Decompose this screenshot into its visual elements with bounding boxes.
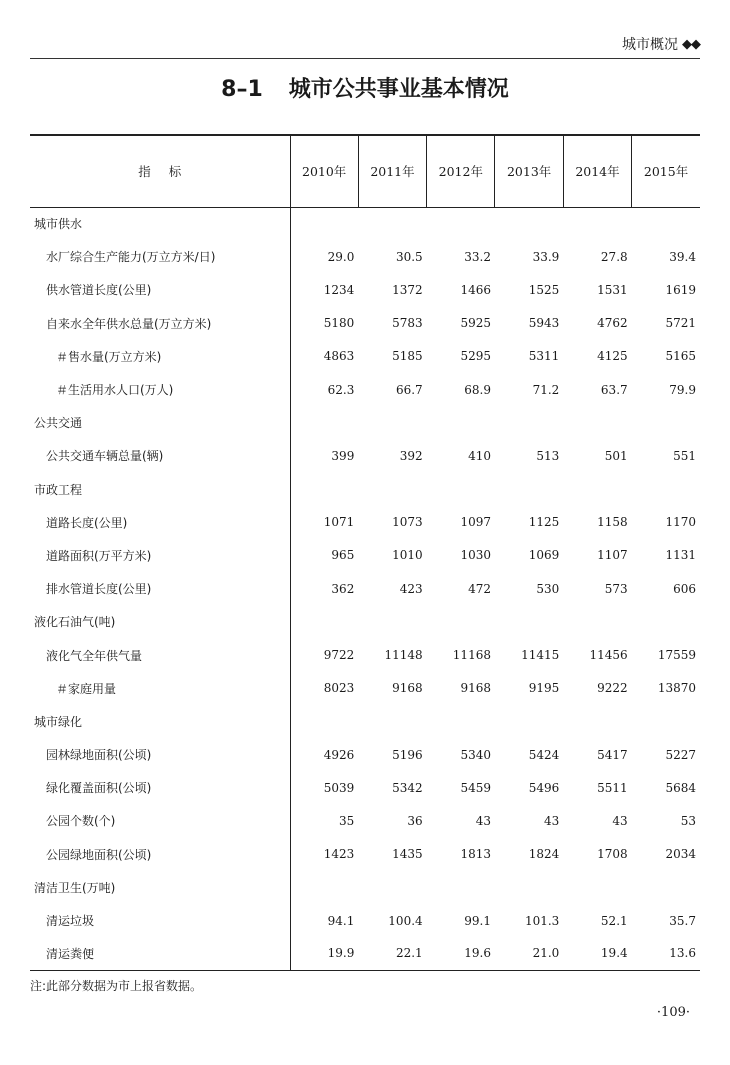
cell-value: 423 (399, 581, 423, 596)
cell-value: 63.7 (600, 382, 628, 397)
table-row (30, 771, 700, 804)
row-label: 自来水全年供水总量(万立方米) (46, 316, 212, 331)
cell-value: 1071 (290, 506, 358, 539)
table-title: 城市公共事业基本情况 (288, 77, 509, 102)
cell-value: 35.7 (669, 913, 696, 928)
cell-value: 33.9 (532, 249, 560, 264)
cell-value: 5311 (528, 349, 560, 364)
cell-value: 573 (604, 581, 628, 596)
cell-value: 1107 (597, 548, 628, 563)
cell-value: 30.5 (395, 249, 423, 264)
table-row (30, 273, 700, 306)
cell-value (358, 605, 426, 638)
table-row (30, 340, 700, 373)
cell-value: 5459 (460, 780, 491, 795)
table-row (30, 307, 700, 340)
row-label: ＃生活用水人口(万人) (56, 383, 174, 398)
cell-value: 62.3 (290, 373, 358, 406)
cell-value (563, 406, 631, 439)
table-header-row (30, 135, 700, 207)
cell-value: 1125 (528, 515, 560, 530)
cell-value (495, 705, 563, 738)
cell-value: 36 (407, 813, 423, 828)
cell-value (358, 473, 426, 506)
cell-value (358, 406, 426, 439)
year-column-header: 2013年 (495, 135, 563, 207)
cell-value (290, 605, 358, 638)
row-label: 水厂综合生产能力(万立方米/日) (46, 250, 216, 265)
cell-value (632, 473, 700, 506)
row-label: 排水管道长度(公里) (46, 582, 152, 597)
cell-value: 5180 (290, 307, 358, 340)
page-number: ·109· (656, 1005, 690, 1020)
cell-value: 11148 (384, 648, 423, 663)
cell-value: 1131 (665, 548, 696, 563)
cell-value (632, 406, 700, 439)
year-column-header: 2014年 (563, 135, 631, 207)
section-row (30, 605, 700, 638)
table-row (30, 373, 700, 406)
cell-value: 472 (468, 581, 491, 596)
row-label: 城市绿化 (34, 714, 83, 729)
cell-value: 43 (475, 813, 491, 828)
cell-value: 410 (468, 448, 491, 463)
row-label: 公共交通 (34, 416, 83, 431)
cell-value (563, 705, 631, 738)
cell-value: 5496 (528, 780, 560, 795)
cell-value: 1708 (597, 847, 628, 862)
cell-value: 501 (604, 448, 628, 463)
row-label: 道路面积(万平方米) (46, 548, 152, 563)
cell-value (290, 207, 358, 240)
year-column-header: 2012年 (427, 135, 495, 207)
cell-value: 1531 (597, 282, 628, 297)
cell-value: 71.2 (532, 382, 560, 397)
year-column-header: 2010年 (290, 135, 358, 207)
cell-value (358, 207, 426, 240)
indicator-column-header: 指标 (30, 135, 290, 207)
cell-value: 94.1 (290, 904, 358, 937)
cell-value: 5185 (392, 349, 423, 364)
row-label: ＃家庭用量 (56, 681, 117, 696)
cell-value (427, 207, 495, 240)
table-row (30, 439, 700, 472)
cell-value: 5511 (597, 780, 628, 795)
cell-value: 19.9 (290, 937, 358, 970)
row-label: 绿化覆盖面积(公顷) (46, 781, 152, 796)
cell-value: 11168 (452, 648, 491, 663)
cell-value: 1423 (290, 838, 358, 871)
table-row (30, 838, 700, 871)
cell-value (632, 605, 700, 638)
cell-value: 5165 (665, 349, 696, 364)
cell-value: 4863 (290, 340, 358, 373)
cell-value: 43 (612, 813, 628, 828)
cell-value (563, 473, 631, 506)
cell-value (290, 406, 358, 439)
cell-value: 551 (673, 448, 696, 463)
row-label: 公园个数(个) (46, 814, 116, 829)
cell-value: 19.4 (563, 937, 631, 970)
section-row (30, 207, 700, 240)
cell-value: 530 (536, 581, 560, 596)
year-column-header: 2011年 (358, 135, 426, 207)
section-row (30, 871, 700, 904)
row-label: 清洁卫生(万吨) (34, 880, 116, 895)
cell-value: 21.0 (495, 937, 563, 970)
cell-value: 5039 (290, 771, 358, 804)
cell-value: 5340 (460, 747, 491, 762)
cell-value: 43 (544, 813, 560, 828)
year-column-header: 2015年 (632, 135, 700, 207)
table-row (30, 904, 700, 937)
row-label: ＃售水量(万立方米) (56, 349, 162, 364)
row-label: 清运垃圾 (46, 914, 95, 929)
section-row (30, 705, 700, 738)
cell-value: 4125 (597, 349, 628, 364)
table-row (30, 506, 700, 539)
cell-value (495, 871, 563, 904)
cell-value (358, 871, 426, 904)
cell-value: 52.1 (600, 913, 628, 928)
cell-value: 5684 (665, 780, 696, 795)
cell-value: 99.1 (464, 913, 491, 928)
cell-value: 1030 (460, 548, 491, 563)
cell-value: 79.9 (669, 382, 696, 397)
page-title (0, 72, 730, 103)
table-row (30, 240, 700, 273)
cell-value: 9722 (290, 638, 358, 671)
cell-value: 13.6 (632, 937, 700, 970)
cell-value: 5783 (392, 316, 423, 331)
table-row (30, 638, 700, 671)
cell-value: 39.4 (669, 249, 696, 264)
cell-value (495, 605, 563, 638)
cell-value: 27.8 (600, 249, 628, 264)
cell-value: 100.4 (388, 913, 423, 928)
cell-value (358, 705, 426, 738)
cell-value: 392 (399, 448, 423, 463)
cell-value: 362 (290, 572, 358, 605)
cell-value (427, 406, 495, 439)
cell-value: 5295 (460, 349, 491, 364)
cell-value (290, 473, 358, 506)
row-label: 液化气全年供气量 (46, 648, 143, 663)
table-row (30, 539, 700, 572)
cell-value: 1824 (528, 847, 560, 862)
row-label: 清运粪便 (30, 937, 290, 970)
cell-value (495, 473, 563, 506)
running-header (622, 34, 700, 54)
table-row (30, 738, 700, 771)
section-row (30, 473, 700, 506)
cell-value: 9168 (392, 681, 423, 696)
row-label: 供水管道长度(公里) (46, 283, 152, 298)
table-row (30, 937, 700, 970)
cell-value: 11415 (521, 648, 560, 663)
cell-value: 53 (680, 813, 696, 828)
cell-value: 9195 (528, 681, 560, 696)
cell-value: 35 (290, 804, 358, 837)
row-label: 液化石油气(吨) (34, 615, 116, 630)
cell-value: 1010 (392, 548, 423, 563)
cell-value: 1813 (460, 847, 491, 862)
cell-value (427, 705, 495, 738)
section-row (30, 406, 700, 439)
cell-value (563, 871, 631, 904)
cell-value: 66.7 (395, 382, 423, 397)
cell-value (632, 705, 700, 738)
cell-value (427, 871, 495, 904)
cell-value: 5943 (528, 316, 560, 331)
cell-value (427, 605, 495, 638)
cell-value: 68.9 (464, 382, 491, 397)
cell-value: 513 (536, 448, 560, 463)
row-label: 市政工程 (34, 482, 83, 497)
cell-value: 5196 (392, 747, 423, 762)
cell-value: 22.1 (358, 937, 426, 970)
cell-value: 5342 (392, 780, 423, 795)
cell-value (563, 207, 631, 240)
table-row (30, 672, 700, 705)
cell-value: 5721 (665, 316, 696, 331)
cell-value: 1466 (460, 282, 491, 297)
cell-value: 965 (290, 539, 358, 572)
row-label: 园林绿地面积(公顷) (46, 748, 152, 763)
cell-value (290, 871, 358, 904)
cell-value: 101.3 (524, 913, 560, 928)
table-number: 8–1 (221, 77, 263, 102)
cell-value: 5227 (665, 747, 696, 762)
row-label: 公园绿地面积(公顷) (46, 847, 152, 862)
cell-value (563, 605, 631, 638)
cell-value: 17559 (657, 648, 696, 663)
data-table (30, 134, 700, 971)
table-row (30, 804, 700, 837)
cell-value (632, 871, 700, 904)
cell-value: 9168 (460, 681, 491, 696)
cell-value (290, 705, 358, 738)
header-rule (30, 58, 700, 59)
row-label: 公共交通车辆总量(辆) (46, 449, 164, 464)
cell-value: 1435 (392, 847, 423, 862)
cell-value: 2034 (665, 847, 696, 862)
section-title: 城市概况 (622, 37, 678, 53)
cell-value: 1525 (528, 282, 560, 297)
row-label: 城市供水 (34, 217, 83, 232)
cell-value (632, 207, 700, 240)
cell-value: 4926 (290, 738, 358, 771)
cell-value: 5417 (597, 747, 628, 762)
cell-value: 1170 (665, 515, 696, 530)
cell-value (495, 207, 563, 240)
cell-value (495, 406, 563, 439)
cell-value: 1372 (392, 282, 423, 297)
cell-value: 1097 (460, 515, 491, 530)
cell-value: 1073 (392, 515, 423, 530)
cell-value: 1069 (528, 548, 560, 563)
cell-value: 29.0 (290, 240, 358, 273)
cell-value: 9222 (597, 681, 628, 696)
row-label: 道路长度(公里) (46, 515, 128, 530)
cell-value: 13870 (657, 681, 696, 696)
cell-value: 8023 (290, 672, 358, 705)
cell-value: 1619 (665, 282, 696, 297)
cell-value: 5424 (528, 747, 560, 762)
cell-value: 399 (290, 439, 358, 472)
cell-value: 11456 (589, 648, 628, 663)
cell-value: 606 (673, 581, 696, 596)
cell-value: 1234 (290, 273, 358, 306)
cell-value: 33.2 (464, 249, 491, 264)
cell-value: 4762 (597, 316, 628, 331)
cell-value: 1158 (597, 515, 628, 530)
diamond-ornament-icon: ◆◆ (682, 36, 700, 52)
cell-value: 5925 (460, 316, 491, 331)
table-row (30, 572, 700, 605)
cell-value (427, 473, 495, 506)
footnote: 注:此部分数据为市上报省数据。 (30, 979, 203, 993)
cell-value: 19.6 (427, 937, 495, 970)
